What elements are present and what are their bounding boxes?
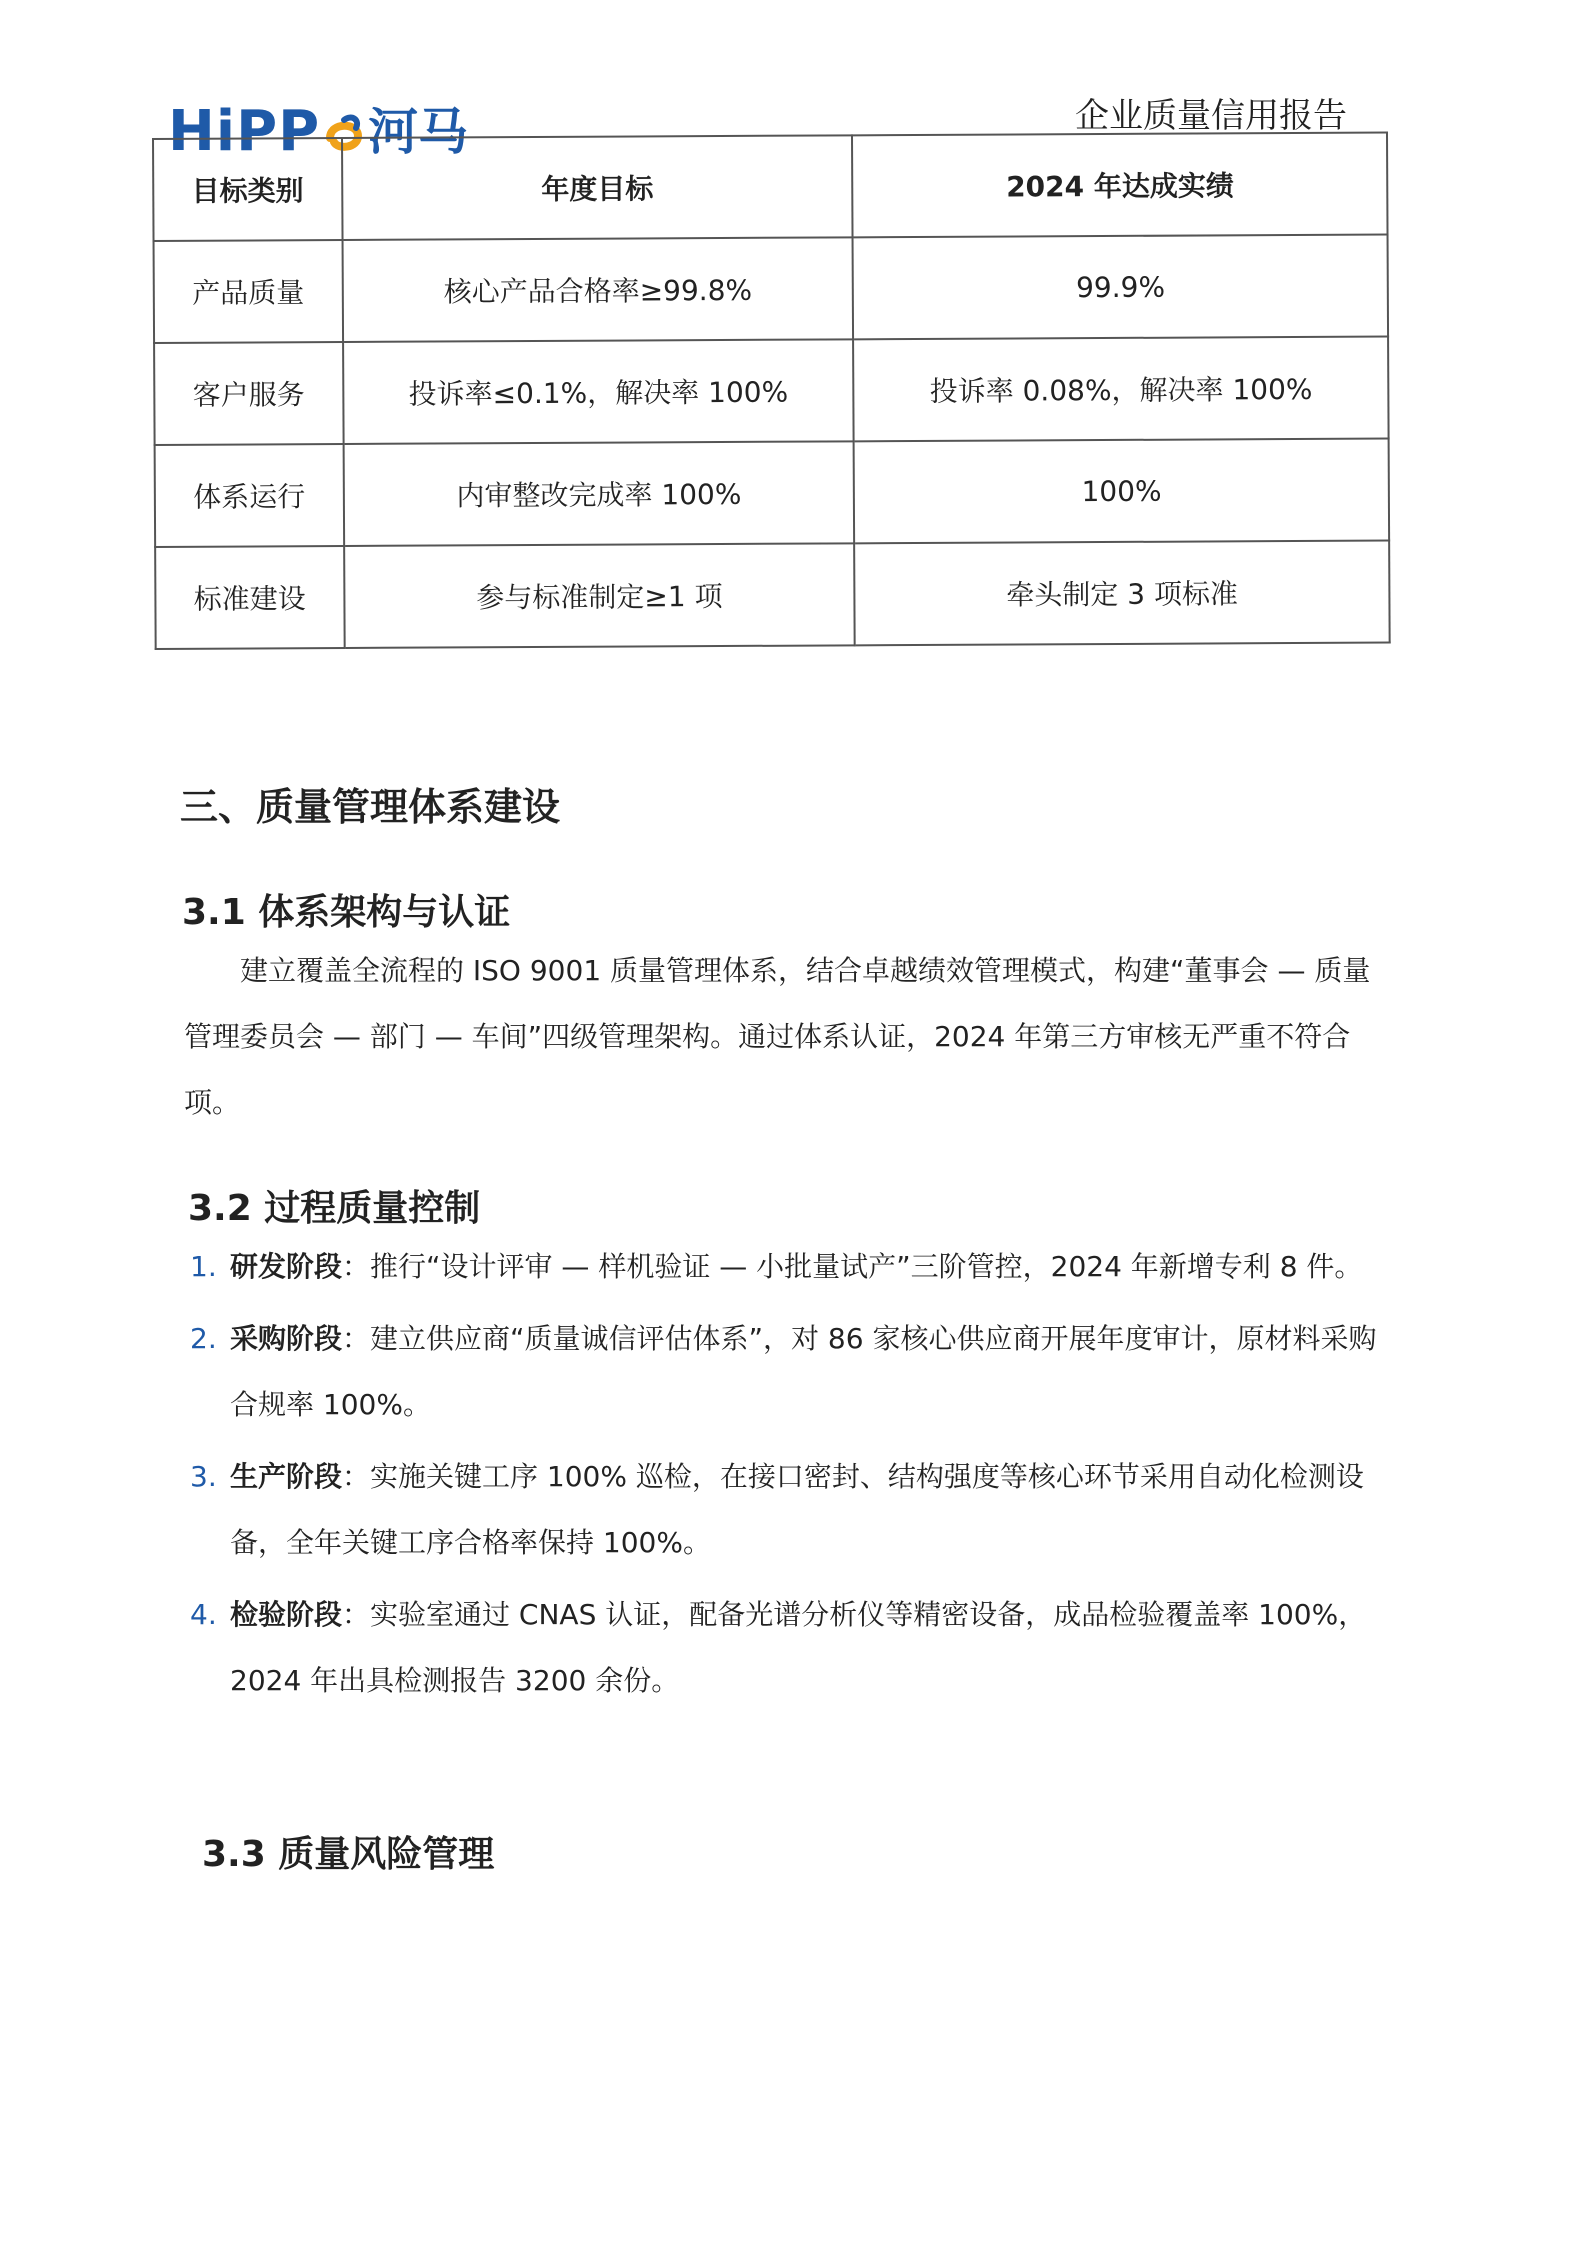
table-header-row	[153, 133, 1388, 241]
table-cell: 99.9%	[853, 235, 1388, 340]
table-header-cell: 年度目标	[342, 135, 853, 240]
logo-text: HiPP	[168, 99, 321, 164]
table-row	[154, 235, 1389, 343]
table-cell: 投诉率 0.08%，解决率 100%	[854, 337, 1389, 442]
table-cell: 投诉率≤0.1%，解决率 100%	[343, 339, 854, 444]
table-cell: 客户服务	[154, 342, 343, 445]
table-cell: 100%	[854, 439, 1389, 544]
list-term: 生产阶段	[230, 1460, 343, 1493]
table-row	[155, 439, 1390, 547]
table-row	[154, 337, 1389, 445]
list-term: 检验阶段	[230, 1598, 343, 1631]
list-number: 2.	[190, 1322, 217, 1355]
table-cell: 标准建设	[155, 546, 344, 649]
list-text: ：实验室通过 CNAS 认证，配备光谱分析仪等精密设备，成品检验覆盖率 100%，2024 年出具检测报告 3200 余份。	[230, 1598, 1367, 1697]
table-cell: 体系运行	[155, 444, 344, 547]
paragraph-3-1: 建立覆盖全流程的 ISO 9001 质量管理体系，结合卓越绩效管理模式，构建“董事会 — 质量管理委员会 — 部门 — 车间”四级管理架构。通过体系认证，2024 年第三方审核无严重不符合项。	[184, 954, 1371, 1119]
list-item	[190, 1444, 1390, 1576]
subsection-title-3-1: 3.1 体系架构与认证	[182, 892, 511, 933]
table-cell: 核心产品合格率≥99.8%	[342, 237, 853, 342]
table-cell: 内审整改完成率 100%	[343, 441, 854, 546]
list-number: 3.	[190, 1460, 217, 1493]
table-cell: 参与标准制定≥1 项	[344, 543, 855, 648]
table-cell: 牵头制定 3 项标准	[855, 541, 1390, 646]
table-row	[155, 541, 1390, 649]
section-title: 三、质量管理体系建设	[180, 785, 561, 829]
list-number: 4.	[190, 1598, 217, 1631]
table-header-cell: 目标类别	[153, 138, 342, 241]
report-title: 企业质量信用报告	[1075, 96, 1347, 136]
list-term: 采购阶段	[230, 1322, 343, 1355]
list-item	[190, 1306, 1390, 1438]
list-text: ：实施关键工序 100% 巡检，在接口密封、结构强度等核心环节采用自动化检测设备，全年关键工序合格率保持 100%。	[230, 1460, 1364, 1559]
list-text: ：推行“设计评审 — 样机验证 — 小批量试产”三阶管控，2024 年新增专利 8 件。	[342, 1250, 1363, 1283]
subsection-title-3-3: 3.3 质量风险管理	[202, 1834, 495, 1875]
list-text: ：建立供应商“质量诚信评估体系”，对 86 家核心供应商开展年度审计，原材料采购合规率 100%。	[230, 1322, 1377, 1421]
table-cell: 产品质量	[154, 240, 343, 343]
list-term: 研发阶段	[230, 1250, 343, 1283]
goals-table	[152, 132, 1391, 650]
list-number: 1.	[190, 1250, 217, 1283]
table-header-cell: 2024 年达成实绩	[852, 133, 1387, 238]
list-item	[190, 1234, 1390, 1300]
process-control-list	[190, 1234, 1390, 1720]
list-item	[190, 1582, 1390, 1714]
subsection-title-3-2: 3.2 过程质量控制	[188, 1188, 481, 1229]
logo-cn-text: 河马	[368, 103, 469, 161]
